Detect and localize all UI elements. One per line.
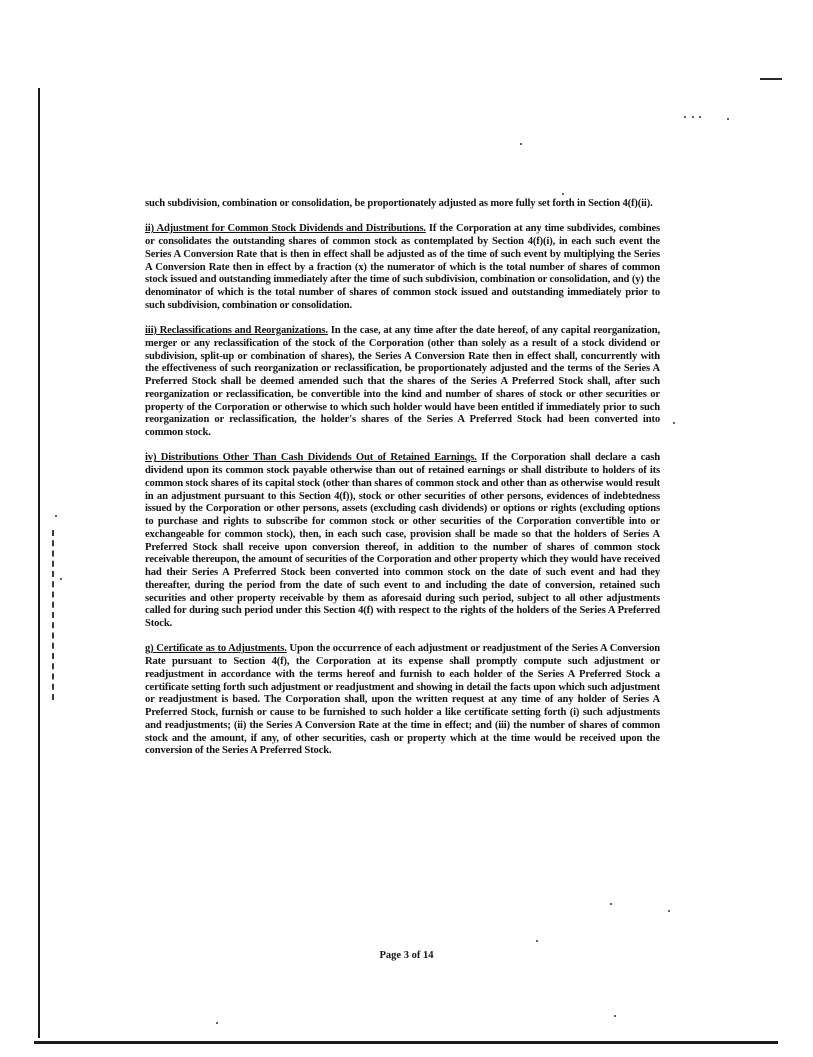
section-heading: g) Certificate as to Adjustments. [145,643,287,655]
scan-speck [668,910,670,912]
paragraph-section-ii [145,223,660,312]
section-heading: iii) Reclassifications and Reorganizations. [145,325,328,336]
scan-speck [614,1015,616,1017]
scan-dashed-line [52,530,54,700]
scan-speck [520,143,522,145]
scan-border-left [38,88,40,1038]
scan-speck [536,940,538,942]
paragraph-section-iii [145,325,660,440]
scan-speck [562,193,564,195]
paragraph-text: such subdivision, combination or consolidation, be proportionately adjusted as more fully set forth in Section 4(f)(ii). [145,198,653,209]
scan-speck [699,116,701,118]
paragraph-text: If the Corporation at any time subdivides, combines or consolidates the outstanding shares of common stock as contemplated by Section 4(f)(i), in each such event the Series A Conversion Rate that is then in effect shall be adjusted as of the time of such event by multiplying the Series A Conversion Rate then in effect by a fraction (x) the numerator of which is the total number of shares of common stock issued and outstanding immediately after the time of such subdivision, combination or consolidation, and (y) the denominator of which is the total number of shares of common stock issued and outstanding immediately prior to such subdivision, combination or consolidation. [145,223,660,311]
paragraph-section-g [145,643,660,758]
scan-speck [727,118,729,120]
scan-speck [692,116,694,118]
scan-border-bottom [34,1041,778,1044]
section-heading: ii) Adjustment for Common Stock Dividends and Distributions. [145,223,426,235]
page-number-footer: Page 3 of 14 [379,950,434,961]
paragraph-section-iv [145,452,660,631]
scan-speck [60,578,62,580]
scan-speck [216,1022,218,1024]
scan-speck [610,903,612,905]
scan-speck [55,515,57,517]
scan-speck [684,116,686,118]
paragraph-text: In the case, at any time after the date hereof, of any capital reorganization, merger or any reclassification of the stock of the Corporation (other than solely as a result of a stock dividend or subdivision, split-up or combination of shares), the Series A Conversion Rate then in effect shall, concurrently with the effectiveness of such reorganization or reclassification, be proportionately adjusted and the terms of the Series A Preferred Stock shall be deemed amended such that the shares of the Series A Preferred Stock shall, after such reorganization or reclassification, be convertible into the kind and number of shares of stock or other securities or property of the Corporation or otherwise to which such holder would have been entitled if immediately prior to such reorganization or reclassification, the holder's shares of the Series A Preferred Stock had been converted into common stock. [145,325,660,438]
paragraph-text: If the Corporation shall declare a cash dividend upon its common stock payable otherwise than out of retained earnings or shall distribute to holders of its common stock shares of its capital stock (other than shares of common stock and other than as otherwise would result in an adjustment pursuant to this Section 4(f)), stock or other securities of other persons, evidences of indebtedness issued by the Corporation or other persons, assets (excluding cash dividends) or options or rights (excluding options to purchase and rights to subscribe for common stock or other securities of the Corporation convertible into or exchangeable for common stock), then, in each such case, provision shall be made so that the holders of Series A Preferred Stock shall receive upon conversion thereof, in addition to the number of shares of common stock receivable thereupon, the amount of securities of the Corporation and other property which they would have received had their Series A Preferred Stock been converted into common stock on the date of such event and had they thereafter, during the period from the date of such event to and including the date of conversion, retained such securities and other property receivable by them as aforesaid during such period, subject to all other adjustments called for during such period under this Section 4(f) with respect to the rights of the holders of the Series A Preferred Stock. [145,452,660,629]
scan-corner-mark [760,78,782,80]
document-body [145,198,660,771]
paragraph-text: Upon the occurrence of each adjustment or readjustment of the Series A Conversion Rate pursuant to Section 4(f), the Corporation at its expense shall promptly compute such adjustment or readjustment in accordance with the terms hereof and furnish to each holder of the Series A Preferred Stock a certificate setting forth such adjustment or readjustment and showing in detail the facts upon which such adjustment or readjustment is based. The Corporation shall, upon the written request at any time of any holder of Series A Preferred Stock, furnish or cause to be furnished to such holder a like certificate setting forth (i) such adjustments and readjustments; (ii) the Series A Conversion Rate at the time in effect; and (iii) the number of shares of common stock and the amount, if any, of other securities, cash or property which at the time would be received upon the conversion of the Series A Preferred Stock. [145,643,660,757]
scan-speck [673,422,675,424]
section-heading: iv) Distributions Other Than Cash Dividends Out of Retained Earnings. [145,452,477,464]
paragraph-continuation [145,198,660,211]
